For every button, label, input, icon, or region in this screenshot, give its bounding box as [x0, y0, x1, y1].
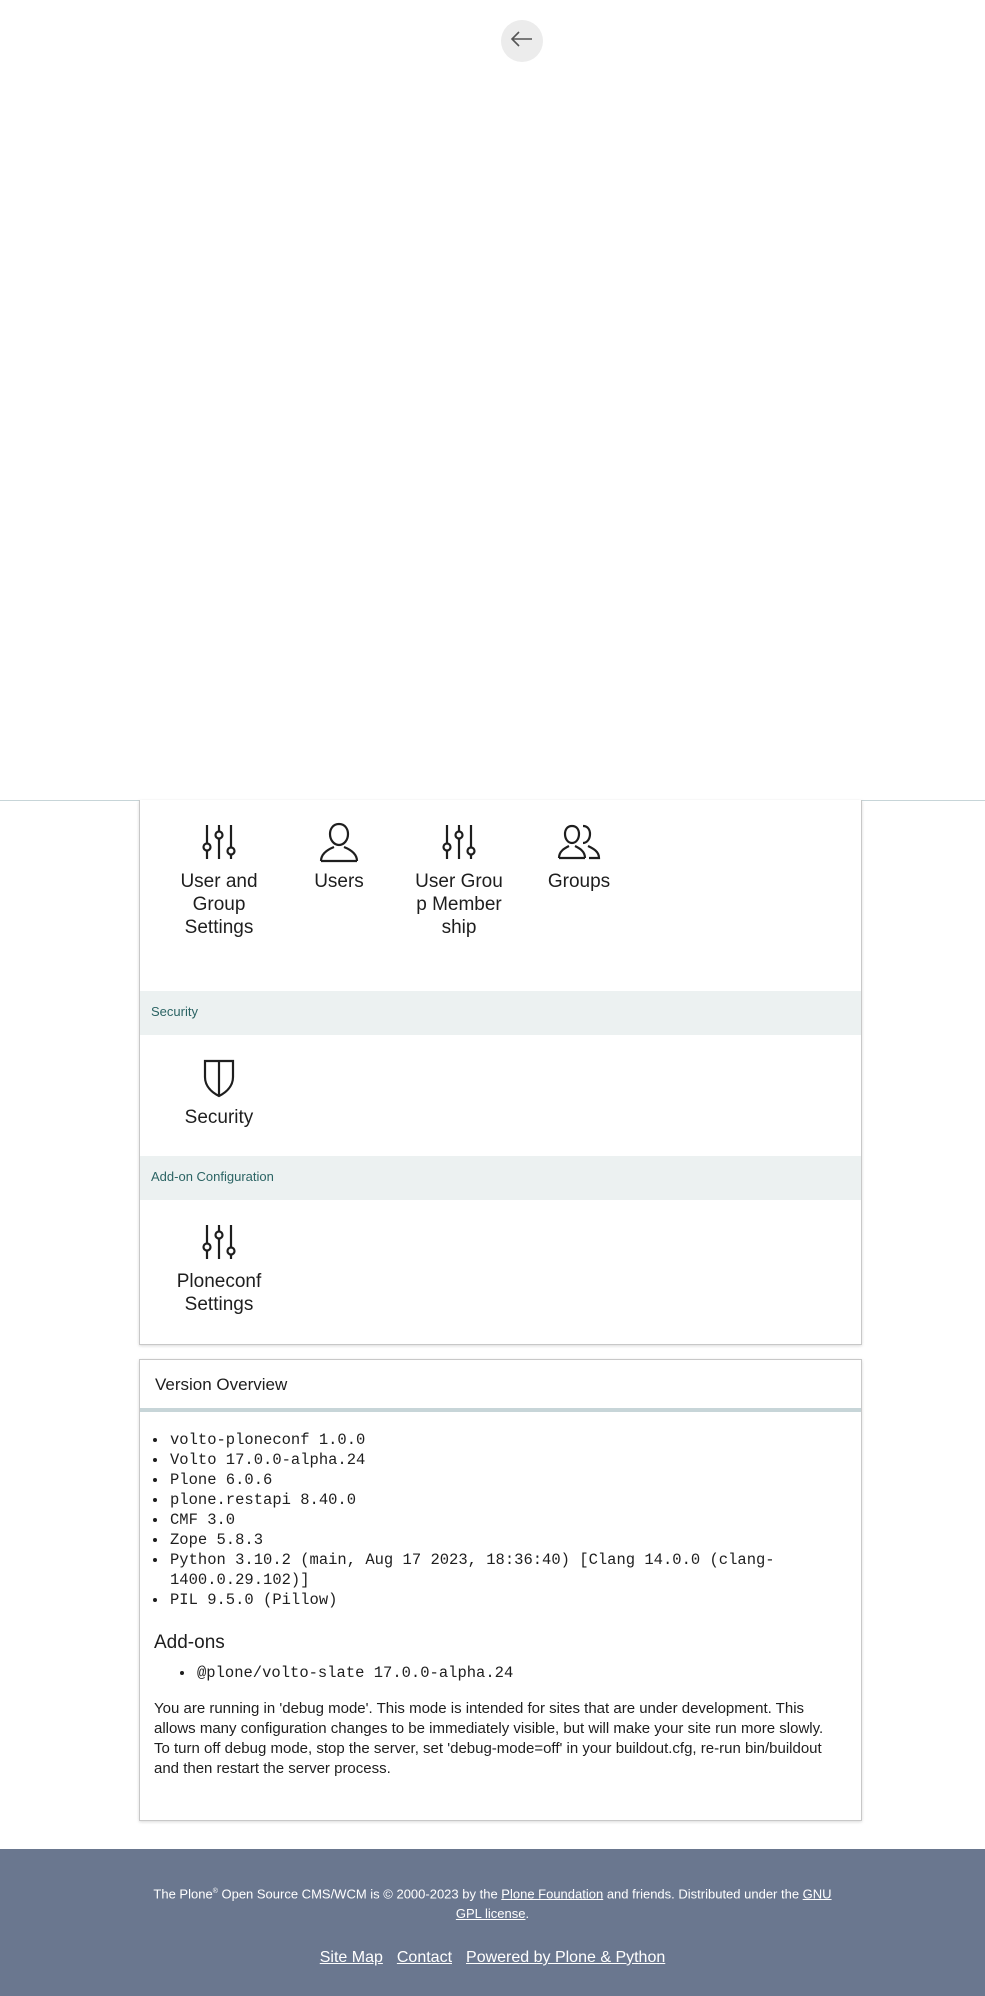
- version-overview-title: Version Overview: [140, 1360, 861, 1412]
- version-overview-panel: [139, 1359, 862, 1821]
- toolbar-area: [0, 0, 985, 801]
- plone-foundation-link[interactable]: Plone Foundation: [501, 1886, 604, 1902]
- version-item: • Volto 17.0.0-alpha.24: [168, 1450, 847, 1470]
- sliders-icon: [435, 818, 483, 866]
- section-header-addon-configuration: Add-on Configuration: [140, 1156, 861, 1200]
- addon-item: • @plone/volto-slate 17.0.0-alpha.24: [195, 1663, 847, 1683]
- footer-copy-text: Open Source CMS/WCM is © 2000-2023 by the: [217, 1886, 502, 1902]
- addons-list: [154, 1663, 847, 1683]
- footer-copy-text: .: [525, 1906, 530, 1922]
- version-item: • PIL 9.5.0 (Pillow): [168, 1590, 847, 1610]
- section-header-security: Security: [140, 991, 861, 1035]
- registered-mark: ®: [212, 1888, 218, 1895]
- cp-item-label: User Group Membership: [415, 871, 503, 938]
- cp-item-label: Ploneconf Settings: [176, 1271, 262, 1315]
- cp-item-label: Groups: [547, 871, 611, 892]
- version-item: • Zope 5.8.3: [168, 1530, 847, 1550]
- shield-icon: [195, 1054, 243, 1102]
- sliders-icon: [195, 818, 243, 866]
- cp-item-user-group-settings[interactable]: [159, 818, 279, 939]
- back-button[interactable]: [501, 20, 543, 62]
- users-icon: [555, 818, 603, 866]
- version-overview-body: [140, 1412, 861, 1779]
- footer-links: [0, 1949, 985, 1967]
- cp-item-user-group-membership[interactable]: [399, 818, 519, 939]
- site-footer: [0, 1849, 985, 1996]
- powered-by-link[interactable]: Powered by Plone & Python: [466, 1949, 666, 1966]
- version-item: • CMF 3.0: [168, 1510, 847, 1530]
- controlpanel-panel: [139, 800, 862, 1345]
- cp-item-ploneconf-settings[interactable]: [159, 1218, 279, 1316]
- user-icon: [315, 818, 363, 866]
- site-map-link[interactable]: Site Map: [319, 1949, 383, 1966]
- cp-item-security[interactable]: [159, 1054, 279, 1129]
- version-item: • volto-ploneconf 1.0.0: [168, 1430, 847, 1450]
- footer-copy-text: and friends. Distributed under the: [603, 1886, 803, 1902]
- cp-item-label: Users: [314, 871, 364, 892]
- debug-mode-note: You are running in 'debug mode'. This mode is intended for sites that are under development. This allows many configuration changes to be immediately visible, but will make your site run more slowly. To turn off debug mode, stop the server, set 'debug-mode=off' in your buildout.cfg, re-run bin/buildout and then restart the server process.: [154, 1700, 824, 1777]
- cp-item-label: Security: [184, 1107, 254, 1128]
- footer-copy-text: The Plone: [153, 1886, 213, 1902]
- version-item: • plone.restapi 8.40.0: [168, 1490, 847, 1510]
- gnu-gpl-license-link[interactable]: GNU GPL license: [455, 1886, 832, 1922]
- cp-item-label: User and Group Settings: [180, 871, 258, 938]
- addons-title: Add-ons: [154, 1632, 225, 1653]
- arrow-left-icon: [509, 26, 535, 57]
- addon-configuration-row: [159, 1218, 279, 1316]
- version-item: • Plone 6.0.6: [168, 1470, 847, 1490]
- sliders-icon: [195, 1218, 243, 1266]
- version-list: [154, 1430, 847, 1610]
- cp-item-groups[interactable]: [519, 818, 639, 939]
- contact-link[interactable]: Contact: [396, 1949, 453, 1966]
- security-row: [159, 1054, 279, 1129]
- cp-item-users[interactable]: [279, 818, 399, 939]
- version-item: • Python 3.10.2 (main, Aug 17 2023, 18:36:40) [Clang 14.0.0 (clang-1400.0.29.102)]: [168, 1550, 847, 1590]
- footer-copyright: [150, 1882, 835, 1924]
- users-groups-row: [159, 818, 639, 939]
